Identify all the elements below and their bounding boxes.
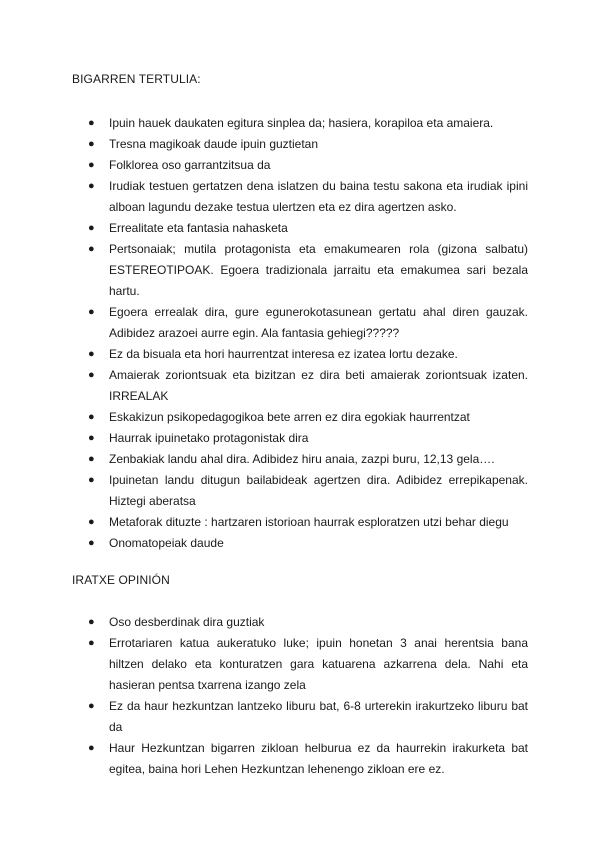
bullet-icon: ● xyxy=(88,537,95,549)
list-item xyxy=(0,633,528,696)
bullet-icon: ● xyxy=(88,243,95,255)
list-item xyxy=(0,612,528,633)
bullet-icon: ● xyxy=(88,700,95,712)
section-title-iratxe-opinion: IRATXE OPINIÓN xyxy=(72,573,170,587)
list-item-text: Oso desberdinak dira guztiak xyxy=(109,615,265,629)
bullet-icon: ● xyxy=(88,637,95,649)
list-item-text: Haur Hezkuntzan bigarren zikloan helburua ez da haurrekin irakurketa bat egitea, baina hori Lehen Hezkuntzan lehenengo zikloan ere ez. xyxy=(109,741,528,776)
list-item xyxy=(0,218,528,239)
bullet-icon: ● xyxy=(88,159,95,171)
list-item-text: Metaforak dituzte : hartzaren istorioan haurrak esploratzen utzi behar diegu xyxy=(109,515,509,529)
list-item-text: Pertsonaiak; mutila protagonista eta emakumearen rola (gizona salbatu) ESTEREOTIPOAK. Egoera tradizionala jarraitu eta emakumea sari bezala hartu. xyxy=(109,242,528,298)
bullet-icon: ● xyxy=(88,516,95,528)
list-item-text: Ipuinetan landu ditugun bailabideak agertzen dira. Adibidez errepikapenak. Hiztegi aberatsa xyxy=(109,473,528,508)
bullet-icon: ● xyxy=(88,222,95,234)
list-item xyxy=(0,407,528,428)
list-item xyxy=(0,113,528,134)
list-item xyxy=(0,365,528,407)
bullet-icon: ● xyxy=(88,411,95,423)
list-item-text: Ez da bisuala eta hori haurrentzat interesa ez izatea lortu dezake. xyxy=(109,347,458,361)
list-item xyxy=(0,449,528,470)
bullet-icon: ● xyxy=(88,138,95,150)
bullet-list-bigarren-tertulia xyxy=(0,113,600,554)
list-item xyxy=(0,155,528,176)
list-item xyxy=(0,696,528,738)
list-item-text: Irudiak testuen gertatzen dena islatzen du baina testu sakona eta irudiak ipini alboan lagundu dezake testua ulertzen eta ez dira agertzen asko. xyxy=(109,179,528,214)
bullet-icon: ● xyxy=(88,348,95,360)
list-item xyxy=(0,134,528,155)
list-item-text: Folklorea oso garrantzitsua da xyxy=(109,158,271,172)
list-item-text: Amaierak zoriontsuak eta bizitzan ez dira beti amaierak zoriontsuak izaten. IRREALAK xyxy=(109,368,528,403)
list-item-text: Onomatopeiak daude xyxy=(109,536,224,550)
bullet-icon: ● xyxy=(88,306,95,318)
list-item-text: Eskakizun psikopedagogikoa bete arren ez dira egokiak haurrentzat xyxy=(109,410,470,424)
bullet-list-iratxe-opinion xyxy=(0,612,600,780)
bullet-icon: ● xyxy=(88,742,95,754)
list-item-text: Tresna magikoak daude ipuin guztietan xyxy=(109,137,319,151)
bullet-icon: ● xyxy=(88,369,95,381)
list-item xyxy=(0,239,528,302)
list-item xyxy=(0,512,528,533)
bullet-icon: ● xyxy=(88,180,95,192)
list-item-text: Ipuin hauek daukaten egitura sinplea da; hasiera, korapiloa eta amaiera. xyxy=(109,116,494,130)
bullet-icon: ● xyxy=(88,432,95,444)
list-item xyxy=(0,738,528,780)
list-item-text: Zenbakiak landu ahal dira. Adibidez hiru anaia, zazpi buru, 12,13 gela…. xyxy=(109,452,495,466)
list-item xyxy=(0,344,528,365)
list-item-text: Ez da haur hezkuntzan lantzeko liburu bat, 6-8 urterekin irakurtzeko liburu bat da xyxy=(109,699,528,734)
list-item xyxy=(0,428,528,449)
list-item-text: Errotariaren katua aukeratuko luke; ipuin honetan 3 anai herentsia bana hiltzen delako eta konturatzen gara katuarena azkarrena dela. Nahi eta hasieran pentsa txarrena izango zela xyxy=(109,636,528,692)
list-item-text: Egoera errealak dira, gure egunerokotasunean gertatu ahal diren gauzak. Adibidez arazoei aurre egin. Ala fantasia gehiegi????? xyxy=(109,305,528,340)
list-item xyxy=(0,470,528,512)
section-title-bigarren-tertulia: BIGARREN TERTULIA: xyxy=(72,72,201,86)
list-item-text: Errealitate eta fantasia nahasketa xyxy=(109,221,288,235)
list-item xyxy=(0,533,528,554)
bullet-icon: ● xyxy=(88,453,95,465)
bullet-icon: ● xyxy=(88,616,95,628)
list-item xyxy=(0,302,528,344)
list-item xyxy=(0,176,528,218)
bullet-icon: ● xyxy=(88,117,95,129)
bullet-icon: ● xyxy=(88,474,95,486)
list-item-text: Haurrak ipuinetako protagonistak dira xyxy=(109,431,309,445)
